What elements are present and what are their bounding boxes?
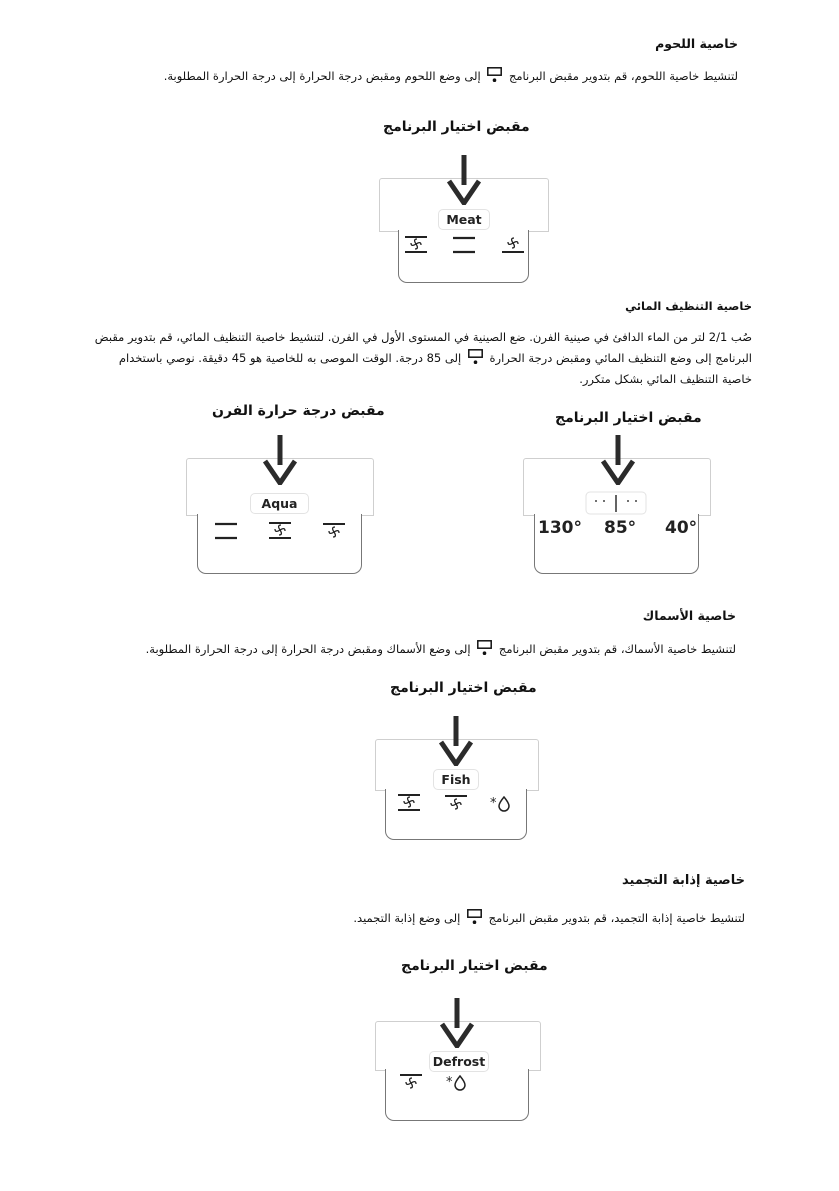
fish-para-start: لتنشيط خاصية الأسماك، قم بتدوير مقبض البرنامج — [498, 642, 736, 656]
meat-heading: خاصية اللحوم — [655, 36, 738, 51]
meat-paragraph — [164, 65, 738, 87]
bottom-heat-fan-icon — [267, 521, 293, 541]
top-bottom-heat-icon — [213, 521, 239, 541]
meat-para-start: لتنشيط خاصية اللحوم، قم بتدوير مقبض البرنامج — [508, 69, 738, 83]
top-heat-fan-icon — [321, 521, 347, 541]
program-knob-icon — [467, 909, 482, 925]
top-heat-fan-icon — [443, 793, 469, 813]
aqua-knob-diagram — [186, 435, 376, 577]
temp-40: 40° — [665, 518, 698, 538]
temperature-scale-marks — [585, 491, 647, 515]
defrost-heading: خاصية إذابة التجميد — [622, 873, 745, 888]
bottom-heat-fan-icon — [403, 235, 429, 255]
aqua-line1: صُب 2/1 لتر من الماء الدافئ في صينية الفرن. ضع الصينية في المستوى الأول في الفرن. لتنشيط خاصية التنظيف المائي، قم بتدوير مقبض — [94, 330, 752, 344]
top-heat-fan-icon — [398, 1072, 424, 1092]
aqua-line2-end: إلى 85 درجة. الوقت الموصى به للخاصية هو 45 دقيقة. نوصي باستخدام — [118, 351, 462, 365]
aqua-knob-label: Aqua — [250, 493, 309, 514]
meat-para-end: إلى وضع اللحوم ومقبض درجة الحرارة إلى درجة الحرارة المطلوبة. — [163, 69, 481, 83]
down-arrow-icon — [263, 435, 297, 485]
defrost-paragraph — [353, 907, 745, 929]
defrost-icon — [489, 793, 515, 813]
aqua-line2-start: البرنامج إلى وضع التنظيف المائي ومقبض درجة الحرارة — [489, 351, 752, 365]
meat-caption: مقبض اختيار البرنامج — [383, 119, 530, 135]
fan-heat-icon — [500, 235, 526, 255]
fish-para-end: إلى وضع الأسماك ومقبض درجة الحرارة إلى درجة الحرارة المطلوبة. — [145, 642, 471, 656]
defrost-knob-diagram — [375, 998, 545, 1126]
temperature-knob-diagram — [523, 435, 713, 577]
aqua-temp-caption: مقبض درجة حرارة الفرن — [212, 403, 385, 419]
aqua-line2 — [119, 348, 752, 369]
down-arrow-icon — [447, 155, 481, 205]
down-arrow-icon — [601, 435, 635, 485]
aqua-heading: خاصية التنظيف المائي — [625, 299, 752, 313]
down-arrow-icon — [439, 716, 473, 766]
program-knob-icon — [477, 640, 492, 656]
defrost-caption: مقبض اختيار البرنامج — [401, 958, 548, 974]
defrost-para-start: لتنشيط خاصية إذابة التجميد، قم بتدوير مقبض البرنامج — [488, 911, 745, 925]
defrost-knob-label: Defrost — [429, 1051, 489, 1072]
fish-heading: خاصية الأسماك — [642, 608, 736, 623]
meat-knob-label: Meat — [438, 209, 490, 230]
fish-knob-diagram — [375, 716, 541, 844]
bottom-heat-fan-icon — [396, 793, 422, 813]
down-arrow-icon — [440, 998, 474, 1048]
fish-caption: مقبض اختيار البرنامج — [390, 680, 537, 696]
fish-knob-label: Fish — [433, 769, 479, 790]
program-knob-icon — [468, 349, 483, 365]
temp-130: 130° — [538, 518, 582, 538]
temp-85: 85° — [604, 518, 637, 538]
fish-paragraph — [146, 638, 736, 660]
aqua-program-caption: مقبض اختيار البرنامج — [555, 410, 702, 426]
top-bottom-heat-icon — [451, 235, 477, 255]
aqua-line3: خاصية التنظيف المائي بشكل متكرر. — [579, 372, 752, 386]
meat-knob-diagram — [379, 155, 549, 285]
defrost-para-end: إلى وضع إذابة التجميد. — [353, 911, 461, 925]
defrost-icon — [445, 1072, 471, 1092]
program-knob-icon — [487, 67, 502, 83]
